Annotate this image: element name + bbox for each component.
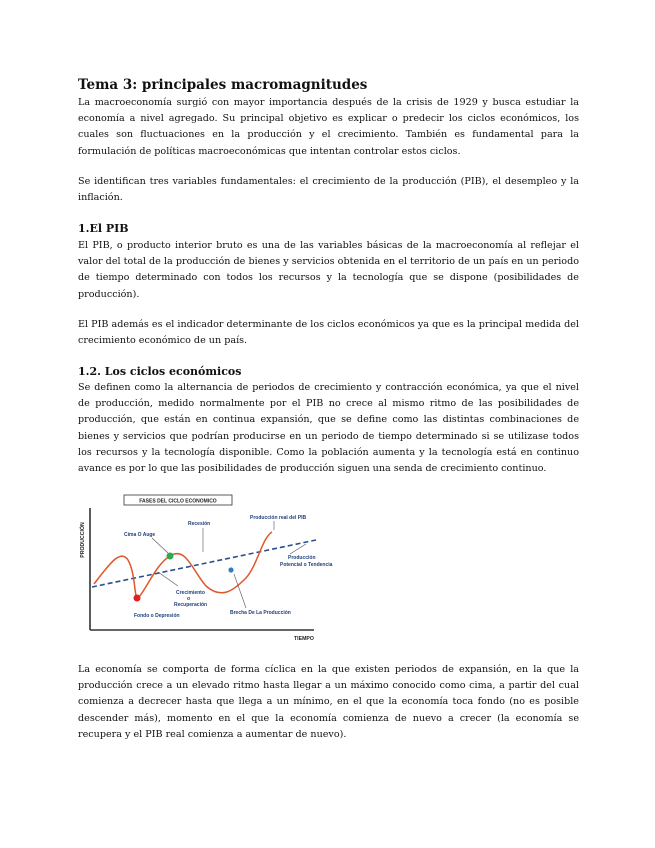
brecha-label: Brecha De La Producción (230, 610, 291, 616)
crecimiento-label-1: Crecimiento (176, 590, 205, 596)
cima-label: Cima O Auge (124, 532, 156, 538)
paragraph-intro: La macroeconomía surgió con mayor importancia después de la crisis de 1929 y busca estudiar la economía a nivel agregado. Su principal objetivo es explicar o predecir los ciclos económicos, los cuales son fluctuaciones en la producción y el crecimiento. También es fundamental para la formulación de políticas macroeconómicas que intentan controlar estos ciclos. (78, 97, 579, 157)
page-title: Tema 3: principales macromagnitudes (78, 77, 368, 93)
heading-pib: 1.El PIB (78, 222, 129, 235)
figure-title: FASES DEL CICLO ECONOMICO (139, 498, 217, 505)
paragraph-variables: Se identifican tres variables fundamentales: el crecimiento de la producción (PIB), el desempleo y la inflación. (78, 176, 579, 204)
recesion-label: Recesión (188, 521, 211, 527)
paragraph-economia-ciclica: La economía se comporta de forma cíclica en la que existen periodos de expansión, en la que la producción crece a un elevado ritmo hasta llegar a un máximo conocido como cima, a partir del cual comienza a decrecer hasta que llega a un mínimo, en el que la economía toca fondo (no es posible descender más), momento en el que la economía comienza de nuevo a crecer (la economía se recupera y el PIB real comienza a aumentar de nuevo). (78, 664, 579, 740)
peak-dot (167, 553, 174, 560)
paragraph-pib-indicator: El PIB además es el indicador determinante de los ciclos económicos ya que es la principal medida del crecimiento económico de un país. (78, 319, 579, 347)
gap-dot (228, 567, 233, 572)
real-gdp-label: Producción real del PIB (250, 515, 307, 521)
heading-ciclos: 1.2. Los ciclos económicos (78, 365, 242, 378)
crecimiento-label-3: Recuperación (174, 602, 208, 608)
x-axis-label: TIEMPO (294, 636, 314, 642)
real-gdp-curve (94, 532, 272, 598)
crecimiento-pointer (158, 572, 178, 586)
potencial-label-1: Producción (288, 555, 316, 561)
paragraph-ciclos-definition: Se definen como la alternancia de periodos de crecimiento y contracción económica, ya que el nivel de producción, medido normalmente por el PIB no crece al mismo ritmo de las posibilidades de producción, que están en continua expansión, que se define como las distintas combinaciones de bienes y servicios que podrían producirse en un periodo de tiempo determinado si se utilizase todos los recursos y la tecnología disponible. Como la población aumenta y la tecnología está en continuo avance es por lo que las posibilidades de producción siguen una senda de crecimiento continuo. (78, 382, 579, 475)
fondo-label: Fondo o Depresión (134, 613, 180, 619)
cima-pointer (152, 538, 168, 553)
trough-dot (134, 595, 141, 602)
y-axis-label: PRODUCCIÓN (80, 522, 86, 558)
business-cycle-figure (76, 492, 333, 648)
paragraph-pib-definition: El PIB, o producto interior bruto es una de las variables básicas de la macroeconomía al reflejar el valor del total de la producción de bienes y servicios obtenida en el territorio de un país en un periodo de tiempo determinado con todos los recursos y la tecnología que se dispone (posibilidades de producción). (78, 240, 579, 300)
potencial-label-2: Potencial o Tendencia (280, 562, 333, 568)
crecimiento-label-2: o (187, 596, 191, 602)
